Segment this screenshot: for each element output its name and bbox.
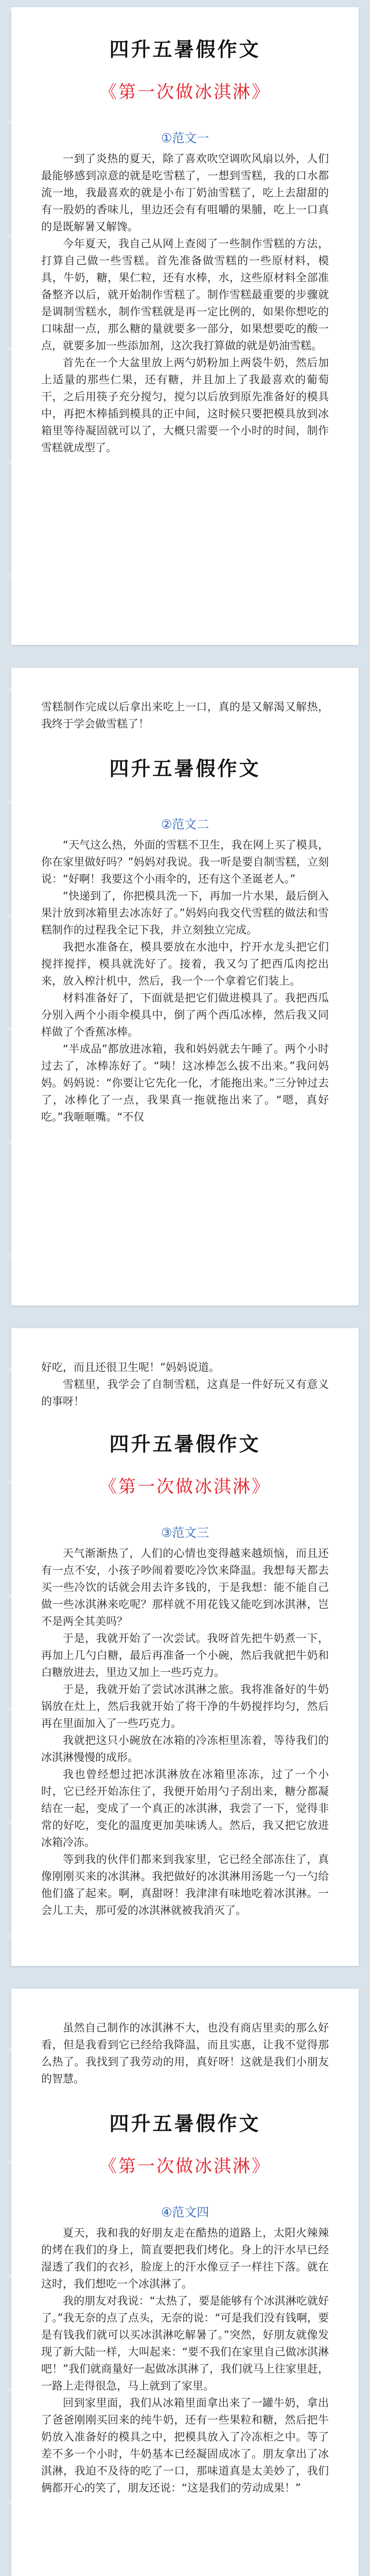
continuation-text: 虽然自己制作的冰淇淋不大，也没有商店里卖的那么好看，但是我看到它已经给我降温，而且实惠，让我不觉得那么热了。我找到了我劳动的用，真好呀！这就是我们小朋友的智慧。 <box>41 2022 329 2085</box>
essay-page-4 <box>11 1989 359 2576</box>
essay-page-2 <box>11 668 359 1306</box>
essay-subtitle: 《第一次做冰淇淋》 <box>99 2156 271 2177</box>
paragraph: 回到家里面，我们从冰箱里面拿出来了一罐牛奶，拿出了爸爸刚刚买回来的纯牛奶，还有一些果粒和糖，然后把牛奶放入准备好的模具之中，把模具放入了冷冻柜之中。等了差不多一个小时，牛奶基本已经凝固成冰了。朋友拿出了冰淇淋，我迫不及待的吃了一口，那味道真是太美妙了，我们俩都开心的笑了，朋友还说：“这是我们的劳动成果！” <box>41 2397 329 2494</box>
paragraph: 我就把这只小碗放在冰箱的冷冻柜里冻着，等待我们的冰淇淋慢慢的成形。 <box>41 1734 329 1764</box>
page-title: 四升五暑假作文 <box>109 2112 261 2135</box>
continuation-text: 雪糕里，我学会了自制雪糕，这真是一件好玩又有意义的事呀！ <box>41 1378 329 1408</box>
paragraph: 天气渐渐热了，人们的心情也变得越来越烦恼，而且还有一点不安，小孩子吵闹着要吃冷饮来降温。我想每天都去买一些冷饮的话就会用去许多钱的，于是我想：能不能自己做一些冰淇淋来吃呢？那样就不用花钱又能吃到冰淇淋，岂不是两全其美吗？ <box>41 1547 329 1628</box>
essay-page-3 <box>11 1328 359 1966</box>
essay-page-1 <box>11 7 359 645</box>
paragraph: 夏天，我和我的好朋友走在酷热的道路上，太阳火辣辣的烤在我们的身上，简直要把我们烤化。身上的汗水早已经湿透了我们的衣衫，脸庞上的汗水像豆子一样往下落。就在这时，我们想吃一个冰淇淋了。 <box>41 2227 329 2290</box>
essay-subtitle: 《第一次做冰淇淋》 <box>99 1477 271 1497</box>
paragraph: 一到了炎热的夏天，除了喜欢吹空调吹风扇以外，人们最能够感到凉意的就是吃雪糕了，一想到雪糕，我的口水都流一地，我最喜欢的就是小布丁奶油雪糕了，吃上去甜甜的有一股奶的香味儿，里边还会有有咀嚼的果脯，吃上一口真的是既解暑又解馋。 <box>41 152 329 233</box>
page-title: 四升五暑假作文 <box>109 1433 261 1455</box>
paragraph: “天气这么热，外面的雪糕不卫生，我在网上买了模具，你在家里做好吗？”妈妈对我说。我一听是要自制雪糕，立刻说：“好啊！我要这个小雨伞的，还有这个圣诞老人。” <box>41 839 329 885</box>
page-title: 四升五暑假作文 <box>109 38 261 61</box>
section-label: ③范文三 <box>161 1526 209 1540</box>
continuation-text: 好吃，而且还很卫生呢！”妈妈说道。 <box>41 1361 220 1374</box>
paragraph: 首先在一个大盆里放上两勺奶粉加上两袋牛奶，然后加上适量的那些仁果，还有糖，并且加上了我最喜欢的葡萄干，之后用筷子充分搅匀，搅匀以后放到原先准备好的模具中，再把木棒插到模具的正中间，这时候只要把模具放到冰箱里等待凝固就可以了，大概只需要一个小时的时间，制作雪糕就成型了。 <box>41 357 329 454</box>
paragraph: “半成品”都放进冰箱，我和妈妈就去午睡了。两个小时过去了，冰棒冻好了。“咦！这冰棒怎么拔不出来。”我问妈妈。妈妈说：“你要让它先化一化，才能拖出来。”三分钟过去了，冰棒化了一点，我果真一拖就拖出来了。“嗯，真好吃。”我咂咂嘴。“不仅 <box>41 1043 329 1123</box>
paragraph: 我的朋友对我说：“太热了，要是能够有个冰淇淋吃就好了。”我无奈的点了点头，无奈的说：“可是我们没有钱啊，要是有钱我们就可以买冰淇淋吃解暑了。”突然，好朋友就像发现了新大陆一样，大叫起来：“要不我们在家里自己做冰淇淋吧！”我们就商量好一起做冰淇淋了，我们就马上往家里赶，一路上走得很急，马上就到了家里。 <box>41 2295 329 2392</box>
essay-subtitle: 《第一次做冰淇淋》 <box>99 82 271 103</box>
section-label: ②范文二 <box>161 817 209 832</box>
paragraph: “快递到了，你把模具洗一下，再加一片水果，最后倒入果汁放到冰箱里去冰冻好了。”妈妈向我交代雪糕的做法和雪糕制作的过程我全记下我，并立刻独立完成。 <box>41 890 329 936</box>
continuation-text: 雪糕制作完成以后拿出来吃上一口，真的是又解渴又解热，我终于学会做雪糕了！ <box>41 701 329 730</box>
paragraph: 我也曾经想过把冰淇淋放在冰箱里冻冻，过了一个小时，它已经开始冻住了，我便开始用勺子刮出来，糖分都凝结在一起，变成了一个真正的冰淇淋，我尝了一下，觉得非常的好吃，变化的温度更加美味诱人。然后，我又把它放进冰箱冷冻。 <box>41 1768 329 1849</box>
section-label: ④范文四 <box>161 2205 209 2219</box>
paragraph: 材料准备好了，下面就是把它们做进模具了。我把西瓜分别入两个小雨伞模具中，倒了两个西瓜冰棒，然后我又同样做了个香蕉冰棒。 <box>41 992 329 1038</box>
page-title: 四升五暑假作文 <box>109 757 261 780</box>
paragraph: 今年夏天，我自己从网上查阅了一些制作雪糕的方法，打算自己做一些雪糕。首先准备做雪糕的一些原材料，模具，牛奶，糖，果仁粒，还有水棒，水，这些原材料全部准备整齐以后，就开始制作雪糕了。制作雪糕最重要的步骤就是调制雪糕水，制作雪糕就是再一定比例的，如果你想吃的口味甜一点，那么糖的量就要多一部分，如果想要吃的酸一点，就要多加一些添加剂，这次我打算做的就是奶油雪糕。 <box>41 238 329 352</box>
paragraph: 我把水准备在，模具要放在水池中，拧开水龙头把它们搅拌搅拌，模具就洗好了。接着，我又匀了把西瓜肉挖出来，放入榨汁机中，然后，我一个一个拿着它们装上。 <box>41 941 329 987</box>
paragraph: 等到我的伙伴们都来到我家里，它已经全部冻住了，真像刚刚买来的冰淇淋。我把做好的冰淇淋用汤匙一勺一勺给他们盛了起来。啊，真甜呀！我津津有味地吃着冰淇淋。一会儿工夫，那可爱的冰淇淋就被我消灭了。 <box>41 1853 329 1917</box>
section-label: ①范文一 <box>161 131 209 145</box>
paragraph: 于是，我就开始了一次尝试。我呀首先把牛奶煮一下，再加上几勺白糖，最后再准备一个小碗，然后我就把牛奶和白糖放进去，里边又加上一些巧克力。 <box>41 1632 329 1679</box>
paragraph: 于是，我就开始了尝试冰淇淋之旅。我将准备好的牛奶锅放在灶上，然后我就开始了将干净的牛奶搅拌均匀，然后再在里面加入了一些巧克力。 <box>41 1683 329 1730</box>
